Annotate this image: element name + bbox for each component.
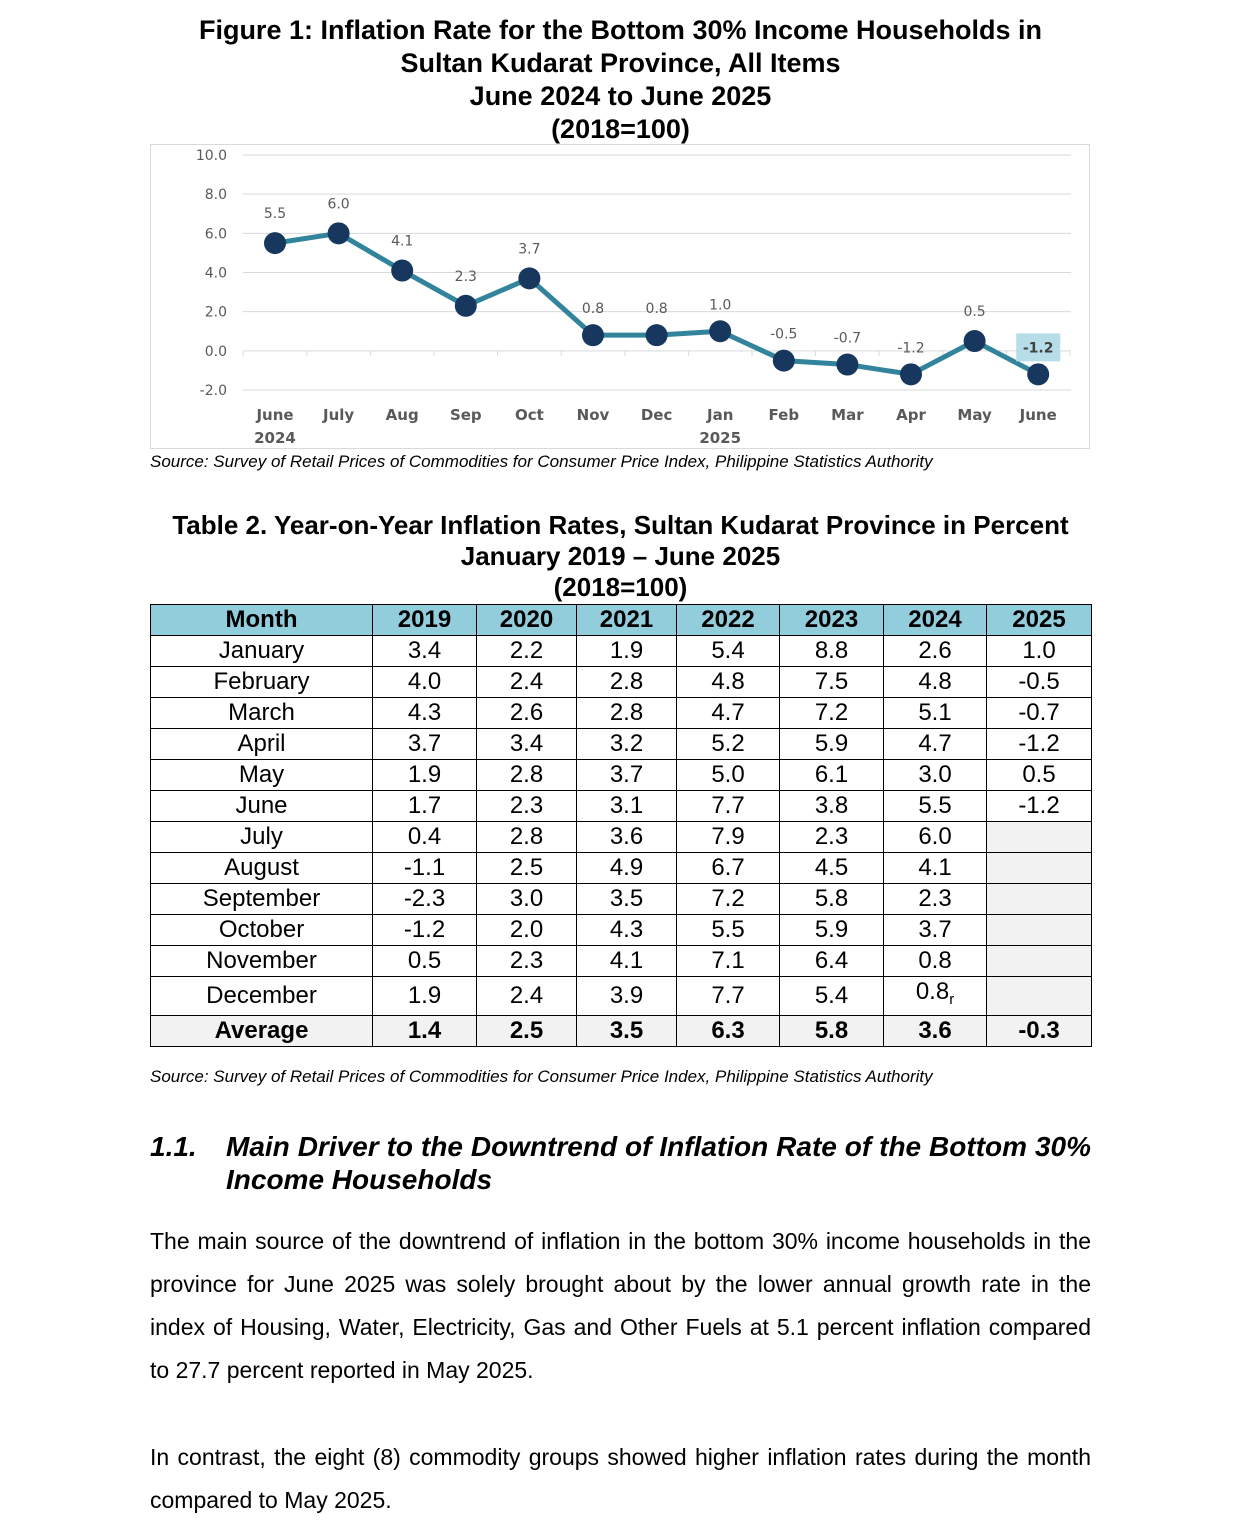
x-tick-label: June: [256, 406, 294, 424]
month-cell: December: [151, 977, 373, 1016]
table-row: [151, 729, 1092, 760]
data-label: 3.7: [518, 241, 541, 258]
value-cell: 5.9: [780, 915, 884, 946]
value-cell: 2.4: [477, 977, 577, 1016]
x-tick-label: Mar: [831, 406, 864, 424]
value-cell: [987, 884, 1092, 915]
data-point: [1027, 363, 1049, 385]
data-point: [773, 350, 795, 372]
average-cell: 1.4: [373, 1016, 477, 1047]
column-header-2021: 2021: [577, 605, 677, 636]
value-cell: 2.8: [577, 698, 677, 729]
average-cell: 3.5: [577, 1016, 677, 1047]
month-cell: October: [151, 915, 373, 946]
value-cell: 3.6: [577, 822, 677, 853]
value-cell: -0.5: [987, 667, 1092, 698]
month-cell: February: [151, 667, 373, 698]
month-cell: July: [151, 822, 373, 853]
value-cell: 2.8: [577, 667, 677, 698]
revised-mark: r: [949, 991, 955, 1008]
value-cell: 1.9: [373, 977, 477, 1016]
data-point: [836, 354, 858, 376]
value-cell: 5.5: [884, 791, 987, 822]
value-cell: 3.2: [577, 729, 677, 760]
value-cell: 3.7: [577, 760, 677, 791]
figure-title-line1: Figure 1: Inflation Rate for the Bottom 30% Income Households in: [198, 15, 1043, 45]
table-source: Source: Survey of Retail Prices of Commodities for Consumer Price Index, Philippine Statistics Authority: [150, 1067, 933, 1086]
data-label: 1.0: [709, 297, 732, 314]
value-cell: 5.9: [780, 729, 884, 760]
x-tick-label: Feb: [768, 406, 800, 424]
data-point: [582, 324, 604, 346]
data-point: [646, 324, 668, 346]
average-cell: 2.5: [477, 1016, 577, 1047]
data-label: 4.1: [391, 233, 414, 250]
data-point: [328, 222, 350, 244]
value-cell: -2.3: [373, 884, 477, 915]
value-cell: 7.1: [677, 946, 780, 977]
value-cell: 4.9: [577, 853, 677, 884]
value-cell: 2.3: [477, 946, 577, 977]
figure-title-line4: (2018=100): [551, 114, 690, 144]
value-cell: 4.5: [780, 853, 884, 884]
average-cell: 5.8: [780, 1016, 884, 1047]
data-point: [518, 267, 540, 289]
value-cell: [987, 853, 1092, 884]
value-cell: 1.7: [373, 791, 477, 822]
value-cell: -1.2: [987, 729, 1092, 760]
value-cell: 2.8: [477, 760, 577, 791]
data-point: [900, 363, 922, 385]
value-cell: 2.6: [477, 698, 577, 729]
value-cell: 3.7: [373, 729, 477, 760]
value-cell: -1.1: [373, 853, 477, 884]
value-cell: 6.4: [780, 946, 884, 977]
column-header-month: Month: [151, 605, 373, 636]
y-tick-label: 4.0: [204, 265, 227, 282]
value-cell: 8.8: [780, 636, 884, 667]
table-row: [151, 884, 1092, 915]
average-row: [151, 1016, 1092, 1047]
value-cell: 4.1: [577, 946, 677, 977]
data-label: 0.8: [645, 301, 668, 318]
value-cell: 5.0: [677, 760, 780, 791]
month-cell: March: [151, 698, 373, 729]
data-label: 0.5: [963, 304, 986, 321]
month-cell: August: [151, 853, 373, 884]
value-cell: 2.3: [477, 791, 577, 822]
table-row: [151, 822, 1092, 853]
month-cell: June: [151, 791, 373, 822]
y-tick-label: 2.0: [204, 304, 227, 321]
inflation-rates-table: [150, 604, 1092, 1047]
value-cell: 5.5: [677, 915, 780, 946]
value-cell: 2.5: [477, 853, 577, 884]
column-header-2023: 2023: [780, 605, 884, 636]
data-point: [455, 295, 477, 317]
data-label: -1.2: [897, 340, 925, 357]
x-tick-label: July: [323, 406, 355, 424]
value-cell: 6.7: [677, 853, 780, 884]
value-cell: -0.7: [987, 698, 1092, 729]
average-cell: 6.3: [677, 1016, 780, 1047]
x-year-label: 2025: [699, 429, 742, 447]
table-row: [151, 636, 1092, 667]
value-cell: 2.4: [477, 667, 577, 698]
value-cell: 1.9: [373, 760, 477, 791]
figure-title-line2: Sultan Kudarat Province, All Items: [400, 48, 841, 78]
data-label: -0.5: [770, 326, 798, 343]
value-cell: 4.8: [884, 667, 987, 698]
value-cell: [987, 977, 1092, 1016]
data-point: [264, 232, 286, 254]
table-row: [151, 977, 1092, 1016]
figure-source: Source: Survey of Retail Prices of Commodities for Consumer Price Index, Philippine Statistics Authority: [150, 452, 933, 471]
column-header-2022: 2022: [677, 605, 780, 636]
table-title: [0, 510, 1241, 603]
figure-title: [0, 14, 1241, 146]
value-cell: 4.0: [373, 667, 477, 698]
month-cell: April: [151, 729, 373, 760]
x-tick-label: June: [1019, 406, 1057, 424]
table-row: [151, 667, 1092, 698]
average-label: Average: [151, 1016, 373, 1047]
value-cell: 2.8: [477, 822, 577, 853]
value-cell: 7.7: [677, 977, 780, 1016]
y-tick-label: 0.0: [204, 343, 227, 360]
value-cell: 3.1: [577, 791, 677, 822]
value-cell: 3.4: [477, 729, 577, 760]
section-number: 1.1.: [150, 1131, 197, 1162]
table-title-line3: (2018=100): [553, 572, 688, 602]
value-cell: 7.2: [780, 698, 884, 729]
value-cell: 5.4: [780, 977, 884, 1016]
paragraph-main-driver: The main source of the downtrend of inflation in the bottom 30% income households in the province for June 2025 was solely brought about by the lower annual growth rate in the index of Housing, Water, Electricity, Gas and Other Fuels at 5.1 percent inflation compared to 27.7 percent reported in May 2025.: [150, 1228, 1091, 1383]
column-header-2025: 2025: [987, 605, 1092, 636]
value-cell: 6.0: [884, 822, 987, 853]
data-label: 0.8: [581, 301, 605, 318]
value-cell: 4.3: [577, 915, 677, 946]
value-cell: 4.1: [884, 853, 987, 884]
y-tick-label: 10.0: [195, 148, 227, 164]
column-header-2024: 2024: [884, 605, 987, 636]
value-cell: 3.0: [477, 884, 577, 915]
table-title-line2: January 2019 – June 2025: [460, 541, 781, 571]
value-cell: 4.7: [884, 729, 987, 760]
value-cell: 4.3: [373, 698, 477, 729]
value-cell: 5.1: [884, 698, 987, 729]
value-cell: 0.5: [373, 946, 477, 977]
value-cell: 0.4: [373, 822, 477, 853]
data-label: 2.3: [454, 268, 477, 285]
inflation-line-chart: [150, 144, 1090, 449]
y-tick-label: 8.0: [204, 187, 227, 204]
value-cell: 3.8: [780, 791, 884, 822]
value-cell: 3.5: [577, 884, 677, 915]
table-title-line1: Table 2. Year-on-Year Inflation Rates, Sultan Kudarat Province in Percent: [172, 510, 1069, 540]
value-cell: 1.0: [987, 636, 1092, 667]
value-cell: 7.9: [677, 822, 780, 853]
value-cell: 3.7: [884, 915, 987, 946]
x-tick-label: May: [957, 406, 992, 424]
x-year-label: 2024: [254, 429, 296, 447]
data-point: [964, 330, 986, 352]
month-cell: November: [151, 946, 373, 977]
value-cell: 3.9: [577, 977, 677, 1016]
value-cell: 4.8: [677, 667, 780, 698]
x-tick-label: Jan: [707, 406, 734, 424]
value-cell: -1.2: [987, 791, 1092, 822]
month-cell: May: [151, 760, 373, 791]
section-heading-text: Main Driver to the Downtrend of Inflation Rate of the Bottom 30% Income Households: [226, 1131, 1091, 1195]
value-cell: 2.0: [477, 915, 577, 946]
value-cell: 3.0: [884, 760, 987, 791]
paragraph-contrast: In contrast, the eight (8) commodity groups showed higher inflation rates during the month compared to May 2025.: [150, 1444, 1091, 1513]
value-cell: 2.2: [477, 636, 577, 667]
data-point: [391, 260, 413, 282]
data-label: 5.5: [263, 206, 287, 223]
x-tick-label: Dec: [640, 406, 673, 424]
data-label: -1.2: [1022, 340, 1054, 357]
average-cell: 3.6: [884, 1016, 987, 1047]
value-cell: 1.9: [577, 636, 677, 667]
table-row: [151, 760, 1092, 791]
figure-title-line3: June 2024 to June 2025: [469, 81, 772, 111]
value-cell: 5.8: [780, 884, 884, 915]
data-point: [709, 320, 731, 342]
data-label: -0.7: [833, 330, 862, 347]
value-cell: 4.7: [677, 698, 780, 729]
value-cell: -1.2: [373, 915, 477, 946]
value-cell: 5.2: [677, 729, 780, 760]
value-cell: 7.5: [780, 667, 884, 698]
month-cell: January: [151, 636, 373, 667]
y-tick-label: 6.0: [204, 226, 227, 243]
y-tick-label: -2.0: [199, 383, 227, 399]
x-tick-label: Sep: [449, 406, 482, 424]
value-cell: 2.3: [884, 884, 987, 915]
x-tick-label: Apr: [896, 406, 926, 424]
value-cell: 3.4: [373, 636, 477, 667]
x-tick-label: Nov: [576, 406, 610, 424]
x-tick-label: Oct: [514, 406, 544, 424]
table-row: [151, 946, 1092, 977]
data-label: 6.0: [327, 196, 350, 213]
value-cell: $0.8_r$: [884, 977, 987, 1016]
column-header-2019: 2019: [373, 605, 477, 636]
value-cell: 0.5: [987, 760, 1092, 791]
column-header-2020: 2020: [477, 605, 577, 636]
value-cell: 7.2: [677, 884, 780, 915]
value-cell: [987, 915, 1092, 946]
table-row: [151, 853, 1092, 884]
value-cell: 2.3: [780, 822, 884, 853]
value-cell: 2.6: [884, 636, 987, 667]
value-cell: 6.1: [780, 760, 884, 791]
x-tick-label: Aug: [385, 406, 419, 424]
table-row: [151, 915, 1092, 946]
table-row: [151, 698, 1092, 729]
chart-canvas: [151, 145, 1091, 450]
value-cell: 5.4: [677, 636, 780, 667]
value-cell: [987, 822, 1092, 853]
month-cell: September: [151, 884, 373, 915]
value-cell: 0.8: [884, 946, 987, 977]
value-cell: [987, 946, 1092, 977]
value-cell: 7.7: [677, 791, 780, 822]
table-header-row: [151, 605, 1092, 636]
average-cell: -0.3: [987, 1016, 1092, 1047]
table-row: [151, 791, 1092, 822]
